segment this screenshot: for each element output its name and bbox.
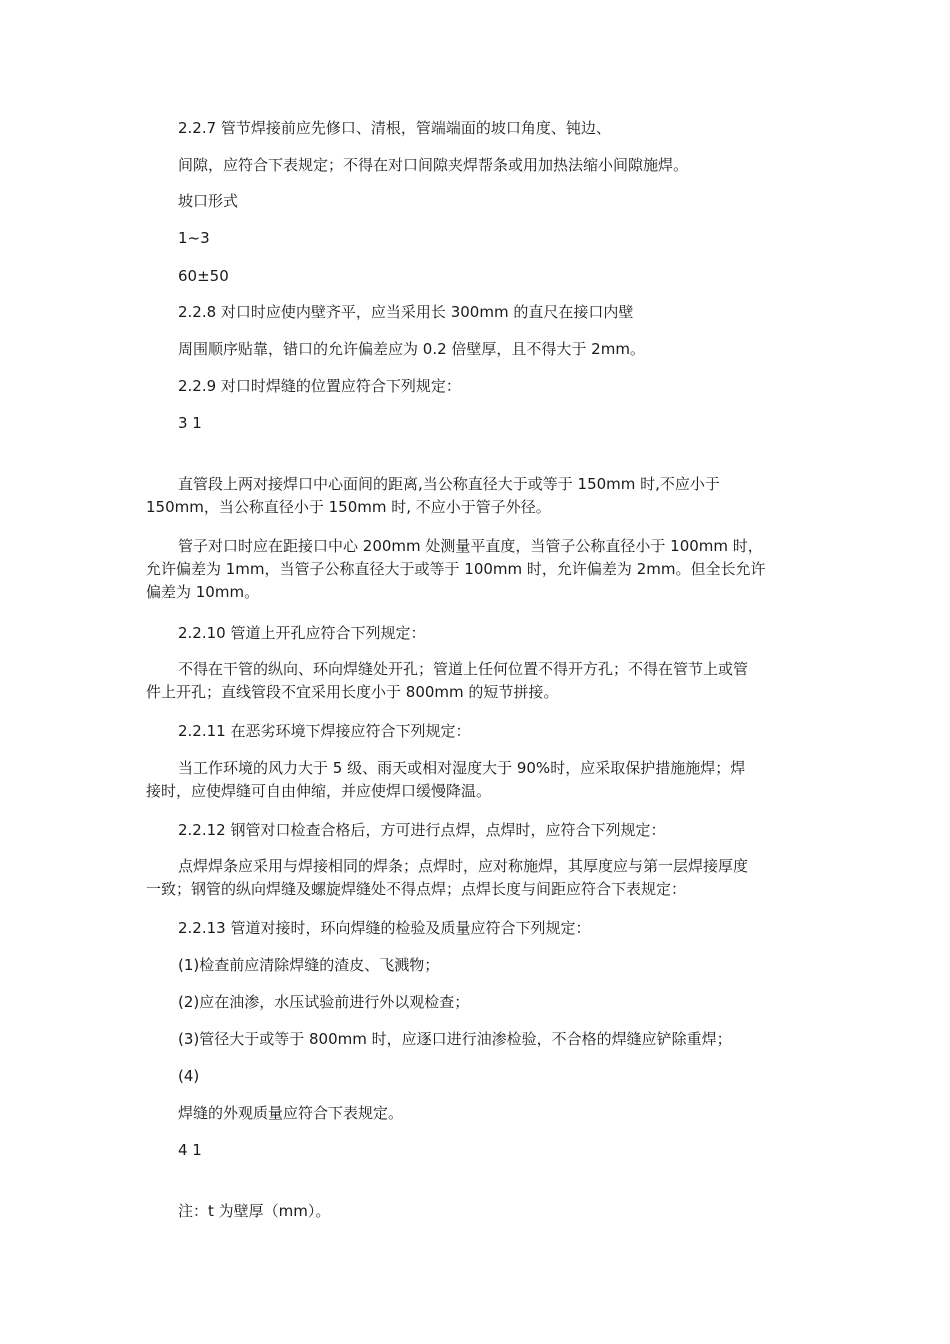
paragraph-line: 件上开孔；直线管段不宜采用长度小于 800mm 的短节拼接。 xyxy=(146,683,559,701)
clause-2-2-8-line-2: 周围顺序贴靠，错口的允许偏差应为 0.2 倍壁厚，且不得大于 2mm。 xyxy=(178,340,645,358)
bevel-value-1: 1~3 xyxy=(178,229,210,247)
bevel-value-2: 60±50 xyxy=(178,267,229,285)
clause-2-2-9: 2.2.9 对口时焊缝的位置应符合下列规定： xyxy=(178,377,461,395)
paragraph-harsh-environment xyxy=(146,758,811,804)
weld-quality-statement: 焊缝的外观质量应符合下表规定。 xyxy=(178,1104,404,1122)
paragraph-line: 管子对口时应在距接口中心 200mm 处测量平直度，当管子公称直径小于 100mm 时， xyxy=(178,537,763,555)
paragraph-line: 直管段上两对接焊口中心面间的距离,当公称直径大于或等于 150mm 时,不应小于 xyxy=(178,475,720,493)
paragraph-weld-spacing xyxy=(146,474,811,520)
paragraph-straightness xyxy=(146,536,811,605)
list-item-2: (2)应在油渗，水压试验前进行外以观检查； xyxy=(178,993,470,1011)
clause-2-2-12: 2.2.12 钢管对口检查合格后，方可进行点焊，点焊时，应符合下列规定： xyxy=(178,821,666,839)
paragraph-line: 接时，应使焊缝可自由伸缩，并应使焊口缓慢降温。 xyxy=(146,782,492,800)
footnote: 注：t 为壁厚（mm）。 xyxy=(178,1202,331,1220)
paragraph-line: 150mm，当公称直径小于 150mm 时, 不应小于管子外径。 xyxy=(146,498,551,516)
paragraph-line: 允许偏差为 1mm，当管子公称直径大于或等于 100mm 时，允许偏差为 2mm。但全长允许 xyxy=(146,560,766,578)
clause-2-2-8-line-1: 2.2.8 对口时应使内壁齐平，应当采用长 300mm 的直尺在接口内壁 xyxy=(178,303,634,321)
clause-2-2-7-line-2: 间隙，应符合下表规定；不得在对口间隙夹焊帮条或用加热法缩小间隙施焊。 xyxy=(178,156,689,174)
clause-2-2-10: 2.2.10 管道上开孔应符合下列规定： xyxy=(178,624,426,642)
paragraph-line: 当工作环境的风力大于 5 级、雨天或相对湿度大于 90%时，应采取保护措施施焊；焊 xyxy=(178,759,746,777)
paragraph-line: 点焊焊条应采用与焊接相同的焊条；点焊时，应对称施焊，其厚度应与第一层焊接厚度 xyxy=(178,857,749,875)
clause-2-2-13: 2.2.13 管道对接时，环向焊缝的检验及质量应符合下列规定： xyxy=(178,919,591,937)
paragraph-line: 一致；钢管的纵向焊缝及螺旋焊缝处不得点焊；点焊长度与间距应符合下表规定： xyxy=(146,880,687,898)
table-reference-3-1: 3 1 xyxy=(178,414,202,432)
list-item-3: (3)管径大于或等于 800mm 时，应逐口进行油渗检验，不合格的焊缝应铲除重焊； xyxy=(178,1030,732,1048)
clause-2-2-7-line-1: 2.2.7 管节焊接前应先修口、清根，管端端面的坡口角度、钝边、 xyxy=(178,119,611,137)
table-reference-4-1: 4 1 xyxy=(178,1141,202,1159)
paragraph-spot-welding xyxy=(146,856,811,902)
list-item-1: (1)检查前应清除焊缝的渣皮、飞溅物； xyxy=(178,956,440,974)
paragraph-line: 偏差为 10mm。 xyxy=(146,583,260,601)
bevel-form-label: 坡口形式 xyxy=(178,192,239,210)
paragraph-line: 不得在干管的纵向、环向焊缝处开孔；管道上任何位置不得开方孔；不得在管节上或管 xyxy=(178,660,749,678)
clause-2-2-11: 2.2.11 在恶劣环境下焊接应符合下列规定： xyxy=(178,722,471,740)
paragraph-opening-rules xyxy=(146,659,811,705)
list-item-4: (4) xyxy=(178,1067,200,1085)
